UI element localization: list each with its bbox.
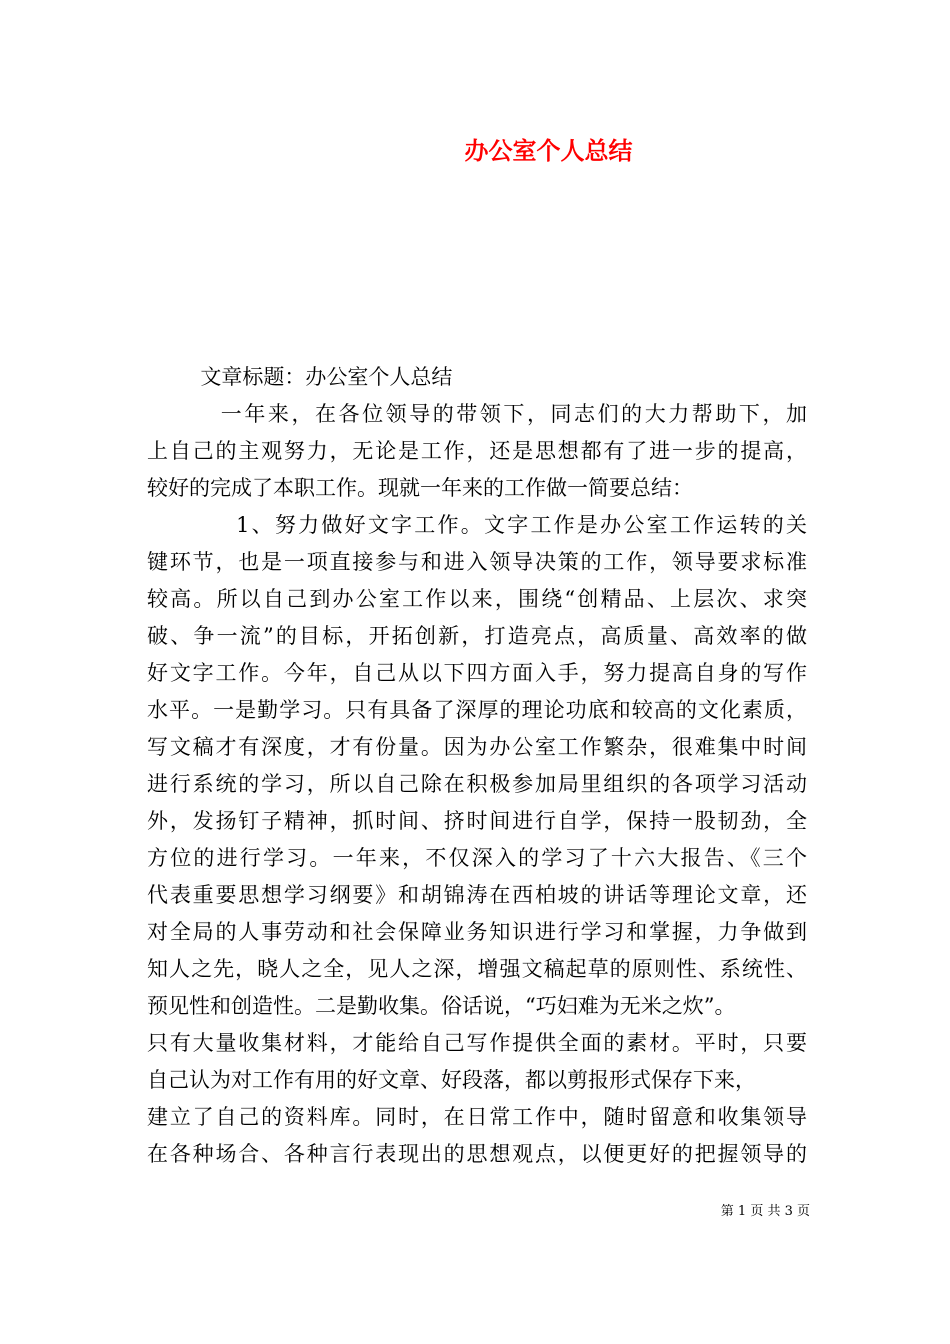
body-line: 建立了自己的资料库。同时，在日常工作中，随时留意和收集领导 (147, 1105, 807, 1129)
body-line: 知人之先，晓人之全，见人之深，增强文稿起草的原则性、系统性、 (147, 957, 807, 981)
body-line: 只有大量收集材料，才能给自己写作提供全面的素材。平时，只要 (147, 1031, 807, 1055)
body-line: 文章标题：办公室个人总结 (147, 365, 453, 389)
body-line: 代表重要思想学习纲要》和胡锦涛在西柏坡的讲话等理论文章，还 (147, 883, 807, 907)
body-line: 好文字工作。今年，自己从以下四方面入手，努力提高自身的写作 (147, 661, 807, 685)
body-line: 进行系统的学习，所以自己除在积极参加局里组织的各项学习活动 (147, 772, 807, 796)
body-line: 破、争一流”的目标，开拓创新，打造亮点，高质量、高效率的做 (147, 624, 807, 648)
body-line: 对全局的人事劳动和社会保障业务知识进行学习和掌握，力争做到 (147, 920, 807, 944)
document-body (147, 359, 807, 1173)
body-line: 较高。所以自己到办公室工作以来，围绕“创精品、上层次、求突 (147, 587, 807, 611)
body-line: 一年来，在各位领导的带领下，同志们的大力帮助下，加 (147, 402, 807, 426)
body-line: 自己认为对工作有用的好文章、好段落，都以剪报形式保存下来， (147, 1068, 756, 1092)
body-line: 方位的进行学习。一年来，不仅深入的学习了十六大报告、《三个 (147, 846, 807, 870)
body-line: 外，发扬钉子精神，抓时间、挤时间进行自学，保持一股韧劲，全 (147, 809, 807, 833)
body-line: 键环节，也是一项直接参与和进入领导决策的工作，领导要求标准 (147, 550, 807, 574)
body-line: 上自己的主观努力，无论是工作，还是思想都有了进一步的提高， (147, 439, 807, 463)
body-line: 在各种场合、各种言行表现出的思想观点，以便更好的把握领导的 (147, 1142, 807, 1166)
body-line: 较好的完成了本职工作。现就一年来的工作做一简要总结： (147, 476, 693, 500)
body-line: 写文稿才有深度，才有份量。因为办公室工作繁杂，很难集中时间 (147, 735, 807, 759)
body-line: 1、努力做好文字工作。文字工作是办公室工作运转的关 (147, 513, 807, 537)
document-title: 办公室个人总结 (464, 136, 633, 165)
page-number-footer: 第 1 页 共 3 页 (720, 1204, 810, 1219)
body-line: 水平。一是勤学习。只有具备了深厚的理论功底和较高的文化素质， (147, 698, 807, 722)
body-line: 预见性和创造性。二是勤收集。俗话说，“巧妇难为无米之炊”。 (147, 994, 736, 1018)
